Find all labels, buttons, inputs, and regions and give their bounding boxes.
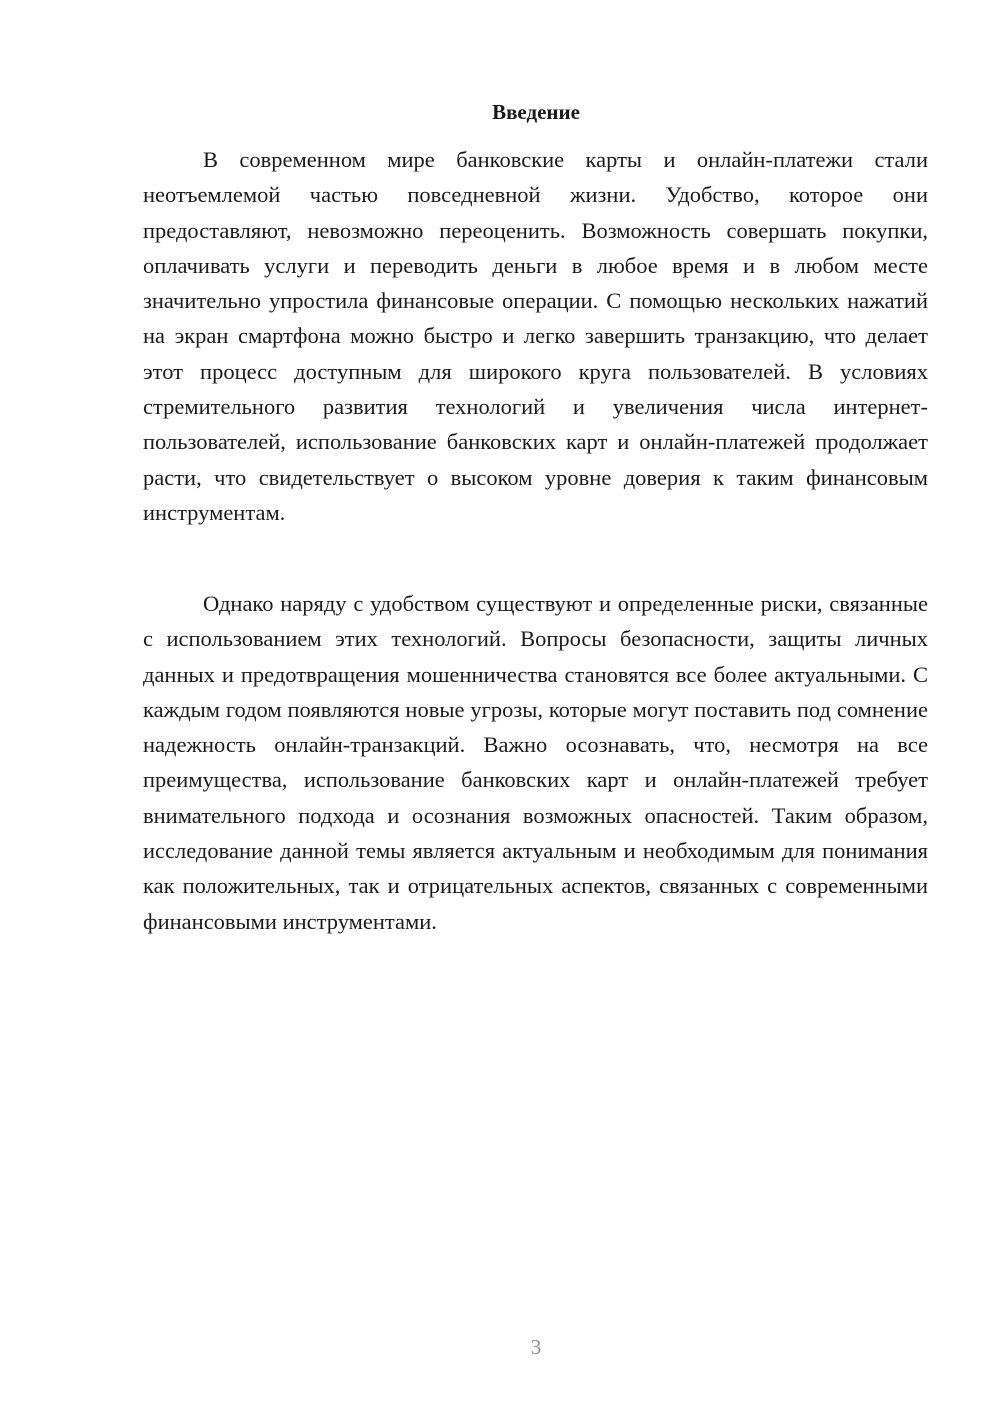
- paragraph-1: В современном мире банковские карты и онлайн-платежи стали неотъемлемой частью повседневной жизни. Удобство, которое они предоставляют, невозможно переоценить. Возможность совершать покупки, оплачивать услуги и переводить деньги в любое время и в любом месте значительно упростила финансовые операции. С помощью нескольких нажатий на экран смартфона можно быстро и легко завершить транзакцию, что делает этот процесс доступным для широкого круга пользователей. В условиях стремительного развития технологий и увеличения числа интернет-пользователей, использование банковских карт и онлайн-платежей продолжает расти, что свидетельствует о высоком уровне доверия к таким финансовым инструментам.: [143, 147, 928, 525]
- paragraph-2: Однако наряду с удобством существуют и определенные риски, связанные с использованием этих технологий. Вопросы безопасности, защиты личных данных и предотвращения мошенничества становятся все более актуальными. С каждым годом появляются новые угрозы, которые могут поставить под сомнение надежность онлайн-транзакций. Важно осознавать, что, несмотря на все преимущества, использование банковских карт и онлайн-платежей требует внимательного подхода и осознания возможных опасностей. Таким образом, исследование данной темы является актуальным и необходимым для понимания как положительных, так и отрицательных аспектов, связанных с современными финансовыми инструментами.: [143, 591, 928, 934]
- page-number: 3: [530, 1335, 542, 1359]
- section-title: Введение: [492, 100, 580, 124]
